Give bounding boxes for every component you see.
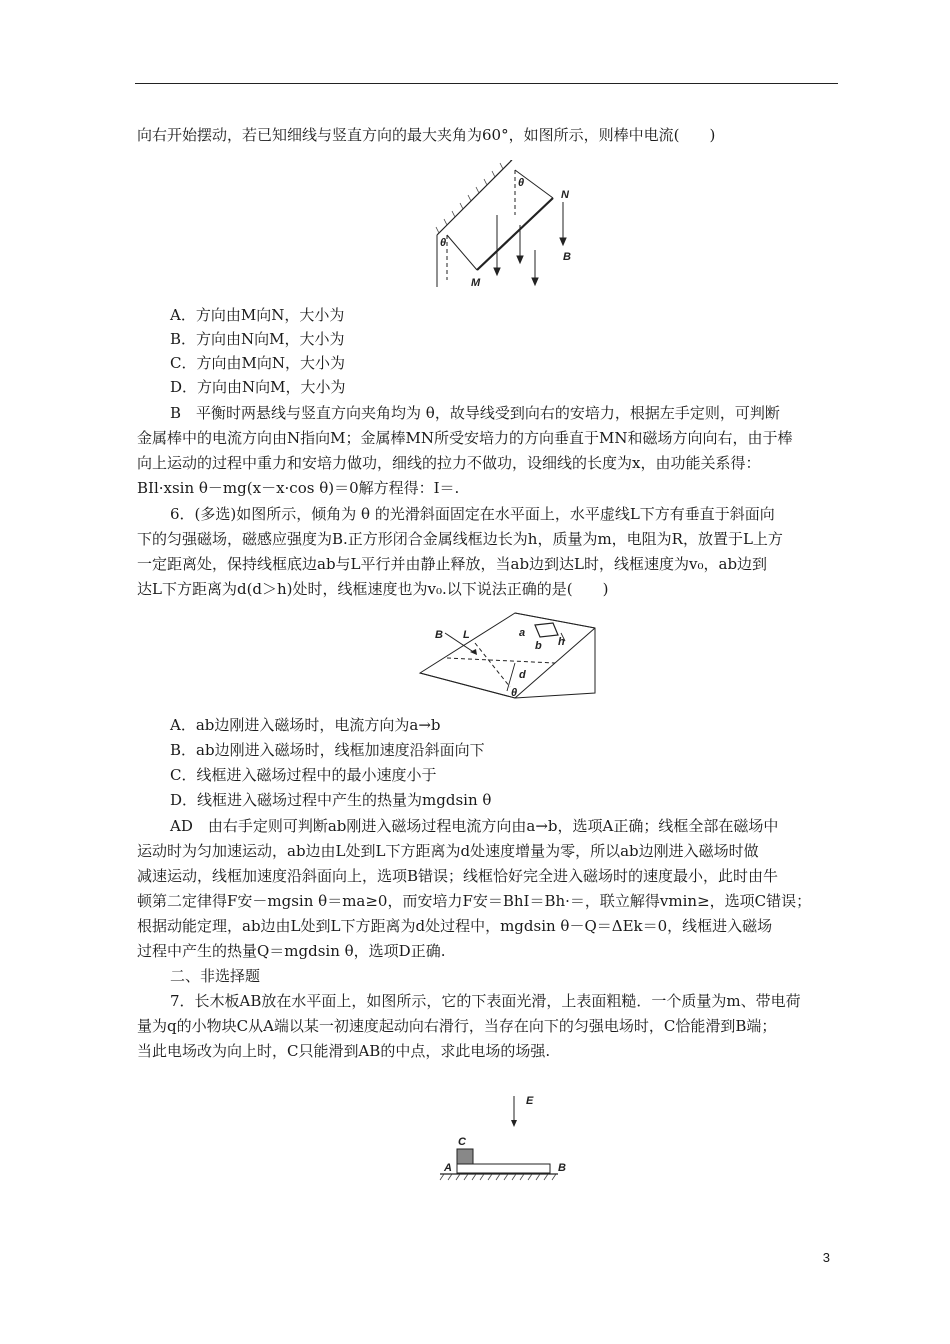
q6-label-b: b xyxy=(535,640,542,652)
q5-stem: 向右开始摆动，若已知细线与竖直方向的最大夹角为60°，如图所示，则棒中电流( ) xyxy=(137,126,716,144)
q7-stem-line: 7．长木板AB放在水平面上，如图所示，它的下表面光滑，上表面粗糙．一个质量为m、带电荷 xyxy=(170,992,801,1010)
q5-option-b: B．方向由N向M，大小为 xyxy=(170,330,345,348)
q6-answer-line: 根据动能定理，ab边由L处到L下方距离为d处过程中，mgdsin θ－Q＝ΔEk＝0，线框进入磁场 xyxy=(137,917,773,935)
q6-stem-line: 下的匀强磁场，磁感应强度为B.正方形闭合金属线框边长为h，质量为m，电阻为R，放置于L上方 xyxy=(137,530,783,548)
page-number: 3 xyxy=(822,1250,830,1265)
q7-label-B: B xyxy=(558,1162,566,1174)
q5-theta-right: θ xyxy=(518,177,525,189)
q6-label-B: B xyxy=(435,629,443,641)
q5-label-N: N xyxy=(561,189,569,201)
q6-label-a: a xyxy=(519,627,526,639)
q6-stem-line: 一定距离处，保持线框底边ab与L平行并由静止释放，当ab边到达L时，线框速度为v₀，ab边到 xyxy=(137,555,768,573)
q6-figure xyxy=(415,603,615,708)
q6-answer-line: 顿第二定律得F安－mgsin θ＝ma≥0，而安培力F安＝BhI＝Bh·＝，联立解得vmin≥，选项C错误； xyxy=(137,892,812,910)
q7-label-A: A xyxy=(444,1162,452,1174)
q6-label-d: d xyxy=(519,669,526,681)
q6-option-b: B．ab边刚进入磁场时，线框加速度沿斜面向下 xyxy=(170,741,485,759)
q6-stem-line: 达L下方距离为d(d＞h)处时，线框速度也为v₀.以下说法正确的是( ) xyxy=(137,580,609,598)
q6-label-L: L xyxy=(463,629,470,641)
q6-answer-line: 过程中产生的热量Q＝mgdsin θ，选项D正确. xyxy=(137,942,446,960)
q6-option-a: A．ab边刚进入磁场时，电流方向为a→b xyxy=(170,716,441,734)
q5-option-c: C．方向由M向N，大小为 xyxy=(170,354,345,372)
q5-answer-line: B 平衡时两悬线与竖直方向夹角均为 θ，故导线受到向右的安培力，根据左手定则，可判断 xyxy=(170,404,780,422)
q6-option-d: D．线框进入磁场过程中产生的热量为mgdsin θ xyxy=(170,791,492,809)
q5-answer-line: BIl·xsin θ－mg(x－x·cos θ)＝0解方程得：I＝. xyxy=(137,479,460,497)
q6-stem-line: 6．(多选)如图所示，倾角为 θ 的光滑斜面固定在水平面上，水平虚线L下方有垂直于斜面向 xyxy=(170,505,775,523)
header-rule xyxy=(135,83,838,84)
q5-label-B: B xyxy=(563,251,571,263)
q7-label-E: E xyxy=(526,1095,534,1107)
section-heading: 二、非选择题 xyxy=(170,967,261,985)
q6-label-h: h xyxy=(558,636,565,648)
q7-label-C: C xyxy=(458,1136,466,1148)
q6-answer-line: AD 由右手定则可判断ab刚进入磁场过程电流方向由a→b，选项A正确；线框全部在磁场中 xyxy=(170,817,779,835)
q6-label-theta: θ xyxy=(511,687,518,699)
q5-figure xyxy=(425,160,605,290)
q5-answer-line: 向上运动的过程中重力和安培力做功，细线的拉力不做功，设细线的长度为x，由功能关系得： xyxy=(137,454,761,472)
q5-option-a: A．方向由M向N，大小为 xyxy=(170,306,345,324)
q6-answer-line: 运动时为匀加速运动，ab边由L处到L下方距离为d处速度增量为零，所以ab边刚进入磁场时做 xyxy=(137,842,759,860)
q5-theta-left: θ xyxy=(440,237,447,249)
q5-option-d: D．方向由N向M，大小为 xyxy=(170,378,346,396)
q6-answer-line: 减速运动，线框加速度沿斜面向上，选项B错误；线框恰好完全进入磁场时的速度最小，此时由牛 xyxy=(137,867,779,885)
q5-answer-line: 金属棒中的电流方向由N指向M；金属棒MN所受安培力的方向垂直于MN和磁场方向向右，由于棒 xyxy=(137,429,793,447)
q5-label-M: M xyxy=(471,277,481,289)
q7-stem-line: 量为q的小物块C从A端以某一初速度起动向右滑行，当存在向下的匀强电场时，C恰能滑到B端； xyxy=(137,1017,777,1035)
q7-stem-line: 当此电场改为向上时，C只能滑到AB的中点，求此电场的场强. xyxy=(137,1042,551,1060)
q6-option-c: C．线框进入磁场过程中的最小速度小于 xyxy=(170,766,437,784)
q7-figure xyxy=(430,1090,580,1190)
